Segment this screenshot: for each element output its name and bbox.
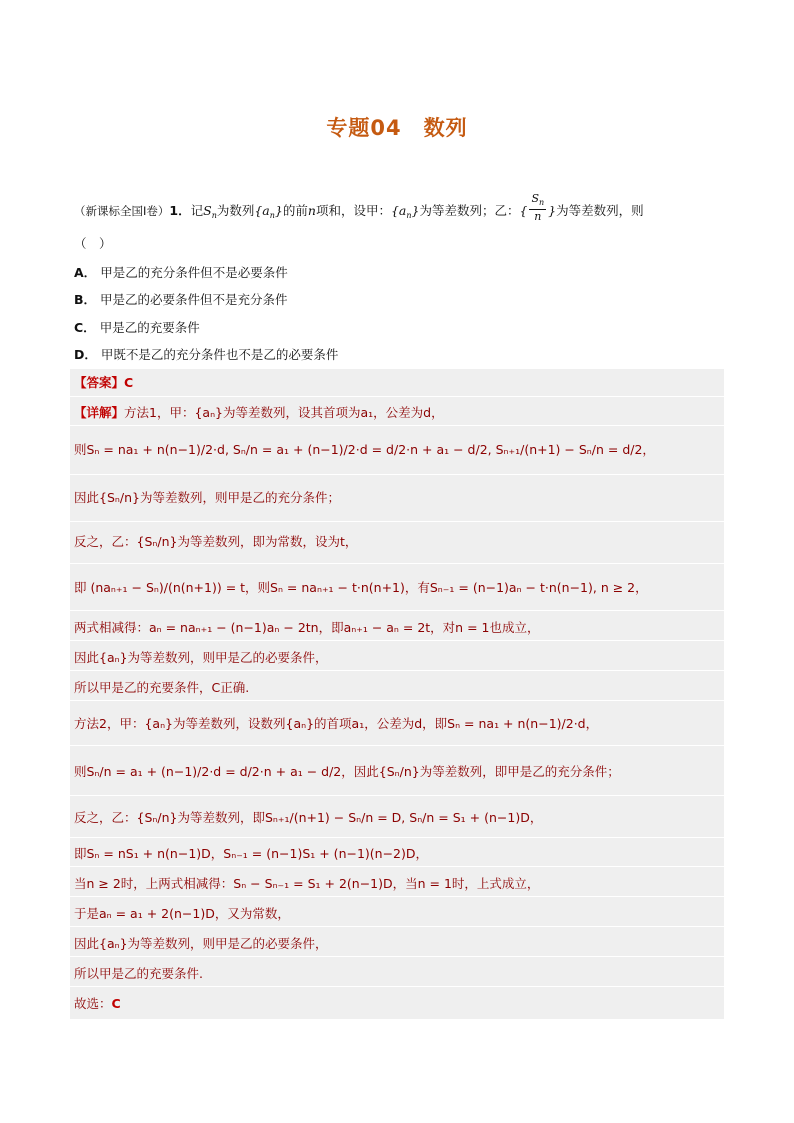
stem-text-a: 记 [190,203,204,218]
stem-text-b: 为数列 [216,203,255,218]
detail-line-2: 则Sₙ = na₁ + n(n−1)/2·d, Sₙ/n = a₁ + (n−1)/2·d = d/2·n + a₁ − d/2, Sₙ₊₁/(n+1) − Sₙ/n = d/2， [74,442,655,457]
detail-line-13: 当n ≥ 2时，上两式相减得：Sₙ − Sₙ₋₁ = S₁ + 2(n−1)D，当n = 1时，上式成立， [74,876,540,891]
stem-text-e: 为等差数列；乙： [419,203,520,218]
page-title: 专题04 数列 [326,116,468,140]
detail-line-8: 所以甲是乙的充要条件，C正确. [74,680,250,695]
detail-line-12: 即Sₙ = nS₁ + n(n−1)D，Sₙ₋₁ = (n−1)S₁ + (n−1)(n−2)D， [74,846,429,861]
detail-line-7: 因此{aₙ}为等差数列，则甲是乙的必要条件， [74,650,328,665]
detail-line-5: 即 (naₙ₊₁ − Sₙ)/(n(n+1)) = t，则Sₙ = naₙ₊₁ − t·n(n+1)，有Sₙ₋₁ = (n−1)aₙ − t·n(n−1), n ≥ 2， [74,580,648,595]
question-stem: （新课标全国Ⅰ卷）1．记$S_n$为数列$\{a_n\}$的前n项和，设甲：$\{a_n\}$为等差数列；乙：{ $\frac{S_n}{n}$ }为等差数列，则 [74,192,644,223]
answer-value: C [124,374,134,390]
detail-line-9: 方法2，甲：{aₙ}为等差数列，设数列{aₙ}的首项a₁，公差为d，即Sₙ = na₁ + n(n−1)/2·d， [74,716,599,731]
stem-text-c: 的前 [282,203,308,218]
detail-line-16: 所以甲是乙的充要条件. [74,966,203,981]
detail-line-6: 两式相减得：aₙ = naₙ₊₁ − (n−1)aₙ − 2tn，即aₙ₊₁ − aₙ = 2t，对n = 1也成立， [74,620,540,635]
detail-tag: 【详解】 [74,405,125,420]
answer-bracket: （ ） [74,236,112,251]
answer-line [74,373,133,391]
question-source: （新课标全国Ⅰ卷） [74,204,170,218]
final-answer-label: 故选： [74,996,112,1011]
option-c[interactable]: C． 甲是乙的充要条件 [74,320,200,335]
detail-line-14: 于是aₙ = a₁ + 2(n−1)D，又为常数， [74,906,290,921]
detail-line-4: 反之，乙：{Sₙ/n}为等差数列，即为常数，设为t， [74,534,358,549]
option-a[interactable]: A． 甲是乙的充分条件但不是必要条件 [74,265,288,280]
detail-line-15: 因此{aₙ}为等差数列，则甲是乙的必要条件， [74,936,328,951]
option-b[interactable]: B． 甲是乙的必要条件但不是充分条件 [74,292,288,307]
stem-text-f: 为等差数列，则 [556,203,644,218]
detail-line-10: 则Sₙ/n = a₁ + (n−1)/2·d = d/2·n + a₁ − d/2，因此{Sₙ/n}为等差数列，即甲是乙的充分条件； [74,764,620,779]
final-answer-value: C [111,995,121,1011]
detail-line-3: 因此{Sₙ/n}为等差数列，则甲是乙的充分条件； [74,490,340,505]
stem-text-d: 项和，设甲： [315,203,391,218]
question-number: 1． [169,203,191,218]
answer-tag: 【答案】 [74,375,125,390]
detail-line-1: 【详解】 方法1，甲：{aₙ}为等差数列，设其首项为a₁，公差为d， [74,405,444,420]
detail-line-11: 反之，乙：{Sₙ/n}为等差数列，即Sₙ₊₁/(n+1) − Sₙ/n = D, Sₙ/n = S₁ + (n−1)D， [74,810,543,825]
final-answer-line [74,994,121,1012]
option-d[interactable]: D． 甲既不是乙的充分条件也不是乙的必要条件 [74,347,339,362]
